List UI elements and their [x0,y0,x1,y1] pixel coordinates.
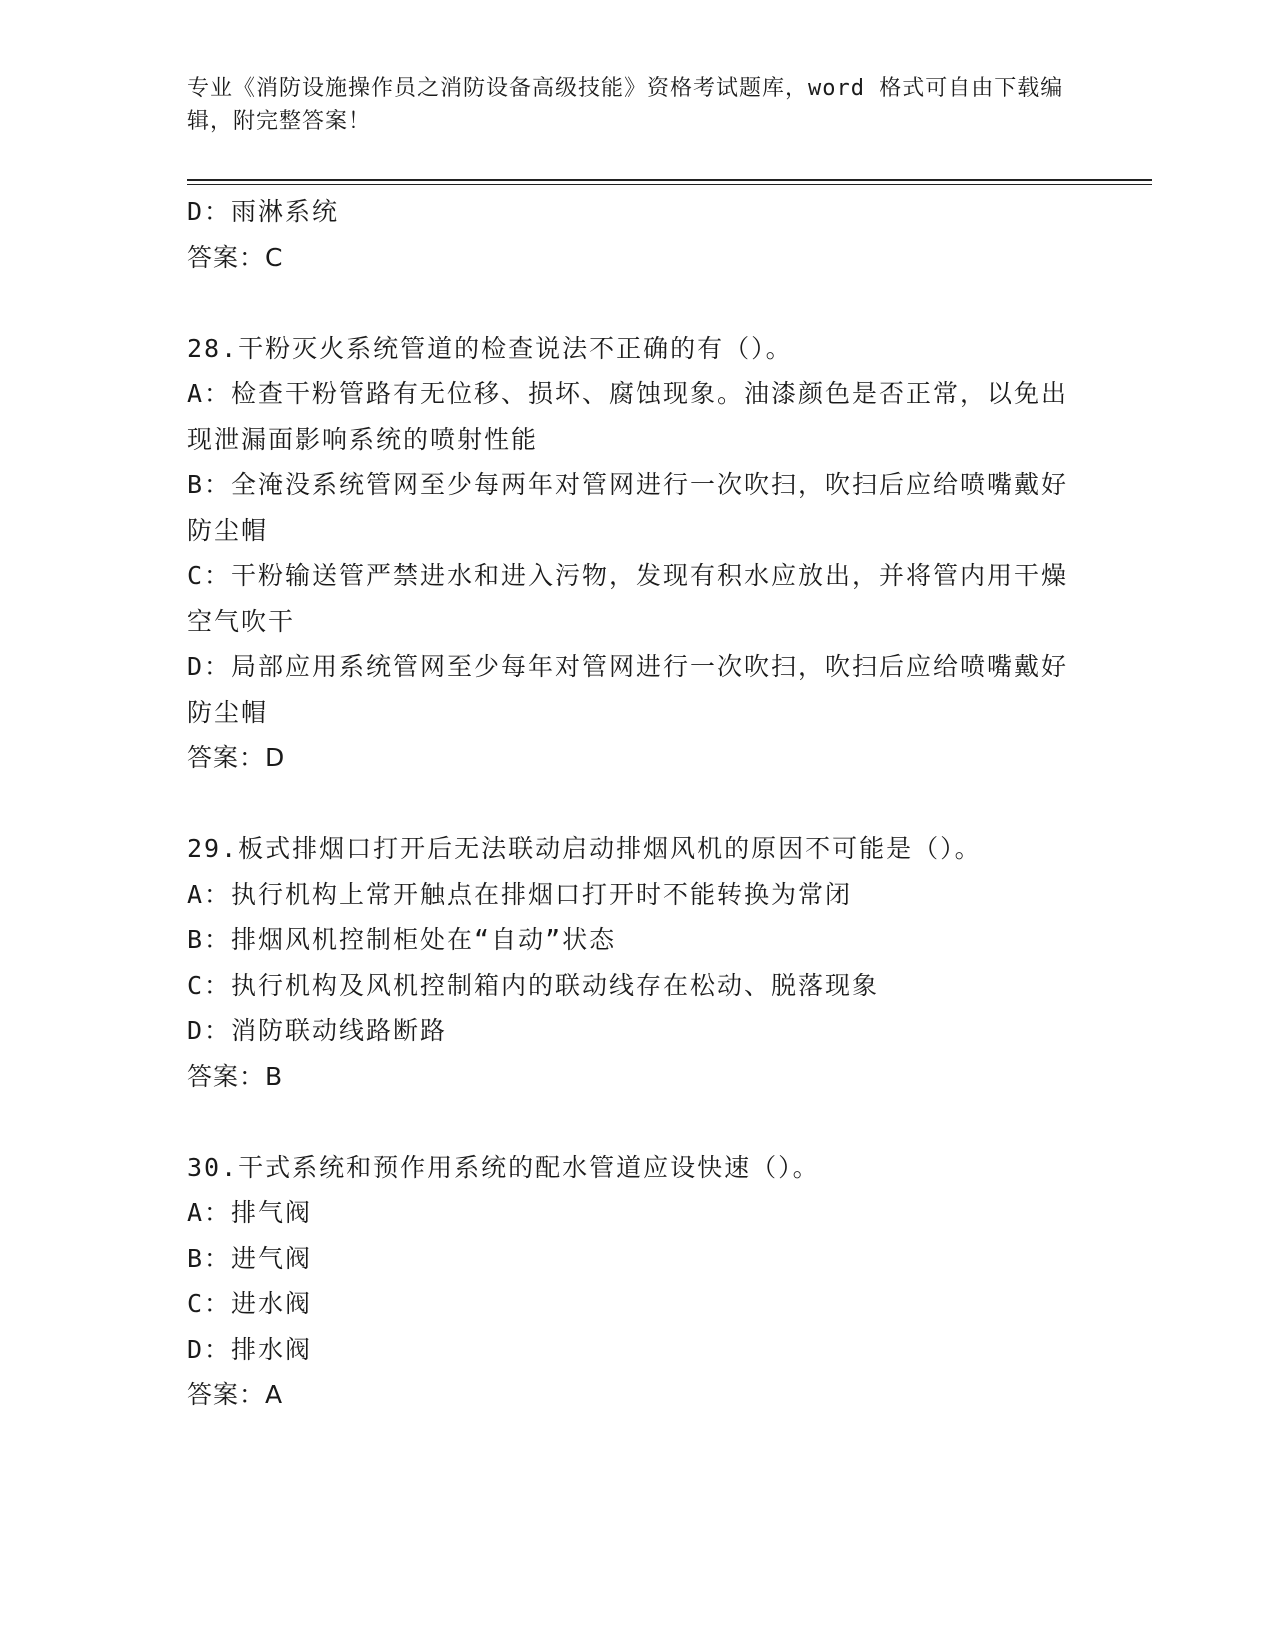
question-content [187,189,1087,1418]
option-a: A：排气阀 [187,1198,313,1227]
option-d: D：局部应用系统管网至少每年对管网进行一次吹扫，吹扫后应给喷嘴戴好防尘帽 [187,652,1069,727]
option-b: B：进气阀 [187,1243,313,1273]
option-a: A：检查干粉管路有无位移、损坏、腐蚀现象。油漆颜色是否正常，以免出现泄漏面影响系统的喷射性能 [187,379,1069,454]
option-c: C：进水阀 [187,1289,313,1318]
option-d: D：消防联动线路断路 [187,1016,448,1045]
question-stem: 30.干式系统和预作用系统的配水管道应设快速（）。 [187,1152,820,1182]
option-d: D：雨淋系统 [187,197,340,226]
question-stem: 28.干粉灭火系统管道的检查说法不正确的有（）。 [187,333,793,363]
spacer [187,1099,1087,1145]
spacer [187,781,1087,827]
prev-question-block [187,189,1087,280]
option-c: C：干粉输送管严禁进水和进入污物，发现有积水应放出，并将管内用干燥空气吹干 [187,561,1069,636]
question-stem: 29.板式排烟口打开后无法联动启动排烟风机的原因不可能是（）。 [187,834,982,863]
header-rule-thick [187,179,1152,181]
answer-line: 答案：D [187,743,286,772]
document-header: 专业《消防设施操作员之消防设备高级技能》资格考试题库，word 格式可自由下载编辑，附完整答案！ [187,76,1064,134]
question-28 [187,326,1087,781]
question-30 [187,1145,1087,1418]
answer-line: 答案：C [187,242,284,272]
option-d: D：排水阀 [187,1334,313,1364]
answer-line: 答案：A [187,1380,284,1409]
spacer [187,280,1087,326]
option-a: A：执行机构上常开触点在排烟口打开时不能转换为常闭 [187,879,853,909]
header-rule-thin [187,184,1152,185]
question-29 [187,826,1087,1099]
option-c: C：执行机构及风机控制箱内的联动线存在松动、脱落现象 [187,970,880,1000]
answer-line: 答案：B [187,1061,284,1091]
option-b: B：排烟风机控制柜处在“自动”状态 [187,925,617,954]
option-b: B：全淹没系统管网至少每两年对管网进行一次吹扫，吹扫后应给喷嘴戴好防尘帽 [187,470,1069,545]
